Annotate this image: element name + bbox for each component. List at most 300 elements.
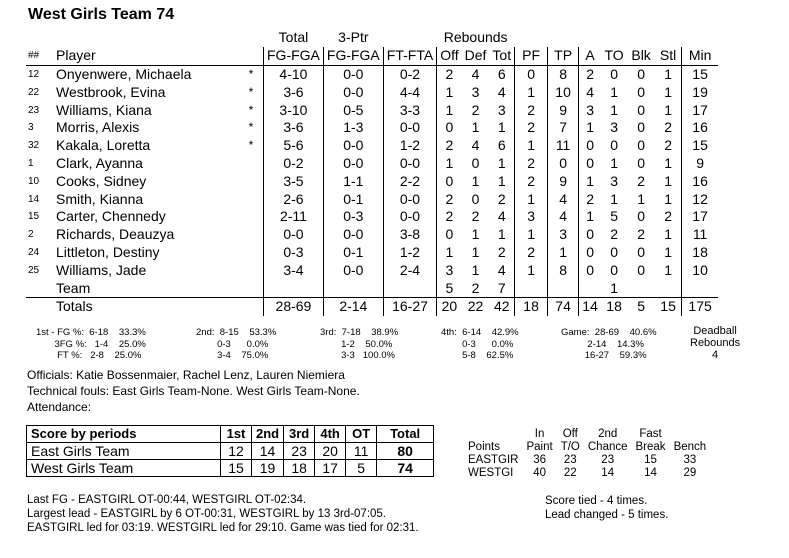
player-number: 2 [28, 229, 34, 241]
player-name: Kakala, Loretta [56, 137, 151, 154]
totals-def: 22 [462, 297, 490, 315]
player-off: 2 [445, 208, 454, 225]
periods-row-west [27, 460, 434, 477]
player-pts: 4 [548, 190, 579, 208]
player-fg: 0-2 [264, 155, 324, 173]
periods-score: 11 [346, 443, 377, 460]
player-assists: 0 [586, 226, 594, 243]
player-row [26, 172, 718, 190]
col-header-min: Min [682, 47, 719, 65]
totals-blk: 5 [627, 297, 655, 315]
group-header-row [26, 29, 718, 47]
player-pf: 2 [515, 101, 548, 119]
player-row [26, 208, 718, 226]
player-turnovers: 0 [610, 65, 618, 82]
player-blocks: 0 [637, 154, 645, 171]
player-blocks: 0 [637, 261, 645, 278]
player-row [26, 261, 718, 279]
player-fg: 5-6 [264, 137, 324, 155]
player-def: 0 [471, 190, 480, 207]
player-blocks: 2 [637, 226, 645, 243]
rebounds-group-header: Rebounds [443, 29, 508, 46]
player-pf: 1 [515, 190, 548, 208]
player-minutes: 15 [692, 137, 708, 154]
points-row-east [464, 454, 710, 467]
player-assists: 2 [586, 65, 594, 82]
player-turnovers: 1 [610, 190, 618, 207]
points-value: 40 [533, 467, 546, 479]
player-name: Westbrook, Evina [56, 83, 166, 100]
player-off: 1 [445, 154, 454, 171]
player-pts: 0 [548, 155, 579, 173]
player-ft: 0-0 [383, 119, 436, 137]
points-value: 22 [563, 467, 577, 479]
player-row [26, 65, 718, 83]
totals-3pt: 2-14 [323, 297, 383, 315]
player-blocks: 0 [637, 83, 645, 100]
starter-mark: * [248, 84, 254, 99]
player-name: Williams, Jade [56, 261, 147, 278]
player-steals: 1 [655, 83, 682, 101]
player-tot: 1 [489, 226, 514, 244]
player-def: 1 [471, 243, 480, 260]
box-score-table [26, 29, 718, 316]
player-number: 10 [28, 175, 40, 187]
player-off: 3 [445, 261, 454, 278]
player-pf: 0 [515, 65, 548, 83]
player-3pt: 1-3 [323, 119, 383, 137]
player-name: Williams, Kiana [56, 101, 152, 118]
player-tot: 3 [489, 101, 514, 119]
player-pf: 1 [515, 261, 548, 279]
officials: Officials: Katie Bossenmaier, Rachel Lenz, Lauren Niemiera [27, 368, 345, 382]
player-pf: 2 [515, 119, 548, 137]
player-row [26, 155, 718, 173]
player-blocks: 0 [637, 119, 645, 136]
player-steals: 1 [655, 172, 682, 190]
col-header-to: TO [601, 47, 627, 65]
player-ft: 3-3 [383, 101, 436, 119]
team-tot: 7 [489, 279, 514, 297]
player-turnovers: 3 [610, 119, 618, 136]
periods-header-3rd: 3rd [284, 426, 315, 443]
player-steals: 1 [655, 155, 682, 173]
player-minutes: 16 [692, 119, 708, 136]
player-pts: 11 [548, 137, 579, 155]
team-to: 1 [610, 279, 618, 296]
player-minutes: 11 [692, 226, 708, 243]
player-number: 23 [28, 104, 40, 116]
totals-fg: 28-69 [264, 297, 324, 315]
led-for: EASTGIRL led for 03:19. WESTGIRL led for 29:10. Game was tied for 02:31. [27, 522, 419, 534]
player-3pt: 0-1 [323, 190, 383, 208]
player-pf: 1 [515, 83, 548, 101]
player-minutes: 17 [692, 101, 708, 118]
player-turnovers: 5 [610, 208, 618, 225]
col-header-fg: FG-FGA [264, 47, 324, 65]
player-fg: 3-5 [264, 172, 324, 190]
score-by-periods-table [26, 425, 434, 477]
periods-header-1st: 1st [221, 426, 252, 443]
starter-mark: * [248, 138, 254, 153]
player-tot: 4 [489, 208, 514, 226]
player-steals: 1 [655, 65, 682, 83]
pct-fourth: 4th: 6-14 42.9% 0-3 0.0% 5-8 62.5% [441, 327, 519, 361]
points-team: WESTGI [468, 467, 514, 479]
pct-first-half: 1st - FG %: 6-18 33.3% 3FG %: 1-4 25.0% FT %: 2-8 25.0% [36, 327, 146, 361]
totals-to: 18 [601, 297, 627, 315]
player-blocks: 0 [637, 65, 645, 82]
team-off: 5 [445, 279, 454, 296]
pct-game: Game: 28-69 40.6% 2-14 14.3% 16-27 59.3% [561, 327, 657, 361]
player-steals: 1 [655, 261, 682, 279]
player-name: Clark, Ayanna [56, 154, 143, 171]
periods-score: 17 [315, 460, 346, 477]
player-def: 2 [471, 208, 480, 225]
player-turnovers: 1 [610, 83, 618, 100]
player-blocks: 0 [637, 101, 645, 118]
col-header-def: Def [462, 47, 490, 65]
player-ft: 1-2 [383, 244, 436, 262]
totals-tot: 42 [489, 297, 514, 315]
periods-team-name: West Girls Team [27, 460, 221, 477]
score-tied: Score tied - 4 times. [545, 495, 648, 507]
totals-a: 14 [579, 297, 602, 315]
player-pts: 7 [548, 119, 579, 137]
points-value: 29 [683, 467, 697, 479]
points-header: Fast [639, 428, 662, 440]
deadball-rebounds: Deadball Rebounds 4 [690, 325, 741, 361]
player-3pt: 0-0 [323, 261, 383, 279]
player-tot: 6 [489, 65, 514, 83]
player-number: 22 [28, 86, 40, 98]
player-assists: 0 [586, 261, 594, 278]
starter-mark [239, 226, 264, 244]
starter-mark [239, 172, 264, 190]
player-ft: 1-2 [383, 137, 436, 155]
player-pf: 1 [515, 226, 548, 244]
points-header: T/O [560, 441, 580, 453]
team-row [26, 279, 718, 297]
totals-ft: 16-27 [383, 297, 436, 315]
col-header-player: Player [53, 47, 239, 65]
player-ft: 0-0 [383, 190, 436, 208]
periods-header-total: Total [377, 426, 434, 443]
player-def: 3 [471, 83, 480, 100]
player-assists: 0 [586, 154, 594, 171]
points-value: 23 [601, 454, 615, 466]
player-fg: 3-6 [264, 119, 324, 137]
col-header-ft: FT-FTA [383, 47, 436, 65]
three-group-header: 3-Ptr [338, 29, 369, 46]
col-header-blk: Blk [627, 47, 655, 65]
col-header-a: A [579, 47, 602, 65]
player-pts: 8 [548, 65, 579, 83]
player-pts: 1 [548, 244, 579, 262]
player-name: Morris, Alexis [56, 119, 140, 136]
player-def: 4 [471, 137, 480, 154]
col-header-tot: Tot [489, 47, 514, 65]
player-minutes: 12 [692, 190, 708, 207]
player-turnovers: 0 [610, 137, 618, 154]
totals-pf: 18 [515, 297, 548, 315]
player-pf: 2 [515, 172, 548, 190]
player-number: 24 [28, 246, 40, 258]
player-pf: 1 [515, 137, 548, 155]
player-pts: 3 [548, 226, 579, 244]
periods-score: 5 [346, 460, 377, 477]
starter-mark: * [248, 102, 254, 117]
total-group-header: Total [278, 29, 309, 46]
player-tot: 1 [489, 155, 514, 173]
points-value: 33 [683, 454, 697, 466]
player-name: Richards, Deauzya [56, 226, 175, 243]
player-pf: 2 [515, 155, 548, 173]
player-def: 4 [471, 65, 480, 82]
totals-min: 175 [682, 297, 719, 315]
player-off: 0 [445, 226, 454, 243]
starter-mark [239, 261, 264, 279]
points-value: 14 [601, 467, 615, 479]
starter-mark [239, 244, 264, 262]
player-number: 32 [28, 140, 40, 152]
player-tot: 2 [489, 190, 514, 208]
starter-mark: * [248, 66, 254, 81]
player-3pt: 0-5 [323, 101, 383, 119]
periods-score: 15 [221, 460, 252, 477]
player-assists: 3 [586, 101, 594, 118]
player-steals: 2 [655, 208, 682, 226]
technical-fouls: Technical fouls: East Girls Team-None. West Girls Team-None. [27, 384, 360, 398]
player-fg: 0-3 [264, 244, 324, 262]
points-value: 15 [644, 454, 657, 466]
player-off: 1 [445, 243, 454, 260]
points-team: EASTGIR [468, 454, 519, 466]
player-row [26, 83, 718, 101]
points-header: Bench [673, 441, 707, 453]
player-blocks: 1 [637, 190, 645, 207]
player-row [26, 119, 718, 137]
player-name: Onyenwere, Michaela [56, 65, 192, 82]
player-row [26, 226, 718, 244]
points-header [464, 428, 522, 441]
totals-off: 20 [437, 297, 462, 315]
points-value: 14 [644, 467, 657, 479]
player-assists: 0 [586, 243, 594, 260]
periods-total: 74 [377, 460, 434, 477]
player-ft: 2-4 [383, 261, 436, 279]
player-steals: 2 [655, 137, 682, 155]
periods-score: 18 [284, 460, 315, 477]
player-off: 1 [445, 83, 454, 100]
col-header-number: ## [26, 47, 53, 65]
player-name: Carter, Chennedy [56, 208, 166, 225]
player-fg: 2-6 [264, 190, 324, 208]
points-header [670, 428, 711, 441]
col-header-pf: PF [515, 47, 548, 65]
largest-lead: Largest lead - EASTGIRL by 6 OT-00:31, WESTGIRL by 13 3rd-07:05. [27, 508, 387, 520]
player-minutes: 10 [692, 261, 708, 278]
player-pts: 8 [548, 261, 579, 279]
team-label: Team [56, 279, 91, 296]
player-ft: 0-0 [383, 155, 436, 173]
player-turnovers: 0 [610, 243, 618, 260]
team-def: 2 [471, 279, 480, 296]
player-pts: 4 [548, 208, 579, 226]
player-pts: 10 [548, 83, 579, 101]
player-steals: 1 [655, 101, 682, 119]
totals-stl: 15 [655, 297, 682, 315]
points-header: 2nd [598, 428, 618, 440]
player-3pt: 0-0 [323, 83, 383, 101]
player-blocks: 2 [637, 172, 645, 189]
player-fg: 3-10 [264, 101, 324, 119]
player-off: 2 [445, 190, 454, 207]
starter-mark [239, 190, 264, 208]
player-def: 1 [471, 172, 480, 189]
periods-score: 12 [221, 443, 252, 460]
periods-header-ot: OT [346, 426, 377, 443]
col-header-tp: TP [548, 47, 579, 65]
player-off: 0 [445, 119, 454, 136]
player-tot: 6 [489, 137, 514, 155]
player-name: Littleton, Destiny [56, 243, 160, 260]
periods-score: 19 [252, 460, 284, 477]
player-blocks: 0 [637, 208, 645, 225]
player-assists: 0 [586, 137, 594, 154]
points-header: Paint [526, 441, 553, 453]
periods-header-label: Score by periods [27, 426, 221, 443]
player-fg: 2-11 [264, 208, 324, 226]
player-ft: 3-8 [383, 226, 436, 244]
points-header: Off [562, 428, 578, 440]
player-def: 1 [471, 261, 480, 278]
periods-score: 20 [315, 443, 346, 460]
player-ft: 0-0 [383, 208, 436, 226]
totals-pts: 74 [548, 297, 579, 315]
player-tot: 1 [489, 119, 514, 137]
last-fg: Last FG - EASTGIRL OT-00:44, WESTGIRL OT-02:34. [27, 494, 307, 506]
player-blocks: 0 [637, 137, 645, 154]
player-3pt: 0-0 [323, 155, 383, 173]
attendance: Attendance: [27, 400, 92, 414]
player-turnovers: 1 [610, 154, 618, 171]
pct-second: 2nd: 8-15 53.3% 0-3 0.0% 3-4 75.0% [196, 327, 277, 361]
player-minutes: 19 [692, 83, 708, 100]
periods-score: 23 [284, 443, 315, 460]
player-number: 1 [28, 157, 34, 169]
periods-team-name: East Girls Team [27, 443, 221, 460]
player-def: 1 [471, 119, 480, 136]
player-number: 12 [28, 68, 40, 80]
player-assists: 1 [586, 119, 594, 136]
points-header: Points [468, 441, 500, 453]
lead-changed: Lead changed - 5 times. [545, 509, 669, 521]
player-fg: 3-6 [264, 83, 324, 101]
player-number: 25 [28, 264, 40, 276]
player-minutes: 9 [696, 154, 704, 171]
player-3pt: 0-1 [323, 244, 383, 262]
periods-row-east [27, 443, 434, 460]
starter-mark [239, 208, 264, 226]
points-breakdown-table [464, 428, 710, 480]
player-number: 3 [28, 122, 34, 134]
player-assists: 2 [586, 190, 594, 207]
player-3pt: 0-0 [323, 65, 383, 83]
player-row [26, 190, 718, 208]
player-def: 0 [471, 154, 480, 171]
player-steals: 2 [655, 119, 682, 137]
player-pf: 2 [515, 244, 548, 262]
player-name: Cooks, Sidney [56, 172, 147, 189]
points-value: 23 [563, 454, 577, 466]
starter-mark [239, 155, 264, 173]
player-def: 1 [471, 226, 480, 243]
player-minutes: 16 [692, 172, 708, 189]
periods-header-4th: 4th [315, 426, 346, 443]
player-row [26, 137, 718, 155]
player-minutes: 15 [692, 65, 708, 82]
pct-third: 3rd: 7-18 38.9% 1-2 50.0% 3-3 100.0% [320, 327, 399, 361]
points-value: 36 [533, 454, 546, 466]
player-row [26, 244, 718, 262]
points-header: In [534, 428, 545, 440]
player-fg: 3-4 [264, 261, 324, 279]
periods-score: 14 [252, 443, 284, 460]
player-3pt: 0-0 [323, 226, 383, 244]
player-3pt: 0-3 [323, 208, 383, 226]
player-tot: 4 [489, 261, 514, 279]
player-blocks: 0 [637, 243, 645, 260]
player-def: 2 [471, 101, 480, 118]
player-off: 1 [445, 101, 454, 118]
player-turnovers: 3 [610, 172, 618, 189]
player-steals: 1 [655, 226, 682, 244]
player-fg: 4-10 [264, 65, 324, 83]
col-header-stl: Stl [655, 47, 682, 65]
player-pf: 3 [515, 208, 548, 226]
starter-mark: * [248, 120, 254, 135]
player-assists: 4 [586, 83, 594, 100]
player-assists: 1 [586, 208, 594, 225]
player-name: Smith, Kianna [56, 190, 144, 207]
totals-row [26, 297, 718, 315]
player-3pt: 1-1 [323, 172, 383, 190]
player-fg: 0-0 [264, 226, 324, 244]
points-header-row-2 [464, 441, 710, 454]
points-header-row-1 [464, 428, 710, 441]
player-tot: 4 [489, 83, 514, 101]
periods-total: 80 [377, 443, 434, 460]
player-tot: 2 [489, 244, 514, 262]
page-title: West Girls Team 74 [28, 6, 175, 23]
player-turnovers: 2 [610, 226, 618, 243]
player-minutes: 18 [692, 243, 708, 260]
player-minutes: 17 [692, 208, 708, 225]
column-header-row [26, 47, 718, 65]
points-row-west [464, 467, 710, 480]
periods-header-2nd: 2nd [252, 426, 284, 443]
player-3pt: 0-0 [323, 137, 383, 155]
player-steals: 1 [655, 244, 682, 262]
player-tot: 1 [489, 172, 514, 190]
player-ft: 0-2 [383, 65, 436, 83]
player-number: 14 [28, 193, 40, 205]
player-ft: 2-2 [383, 172, 436, 190]
player-pts: 9 [548, 172, 579, 190]
player-pts: 9 [548, 101, 579, 119]
player-off: 2 [445, 65, 454, 82]
